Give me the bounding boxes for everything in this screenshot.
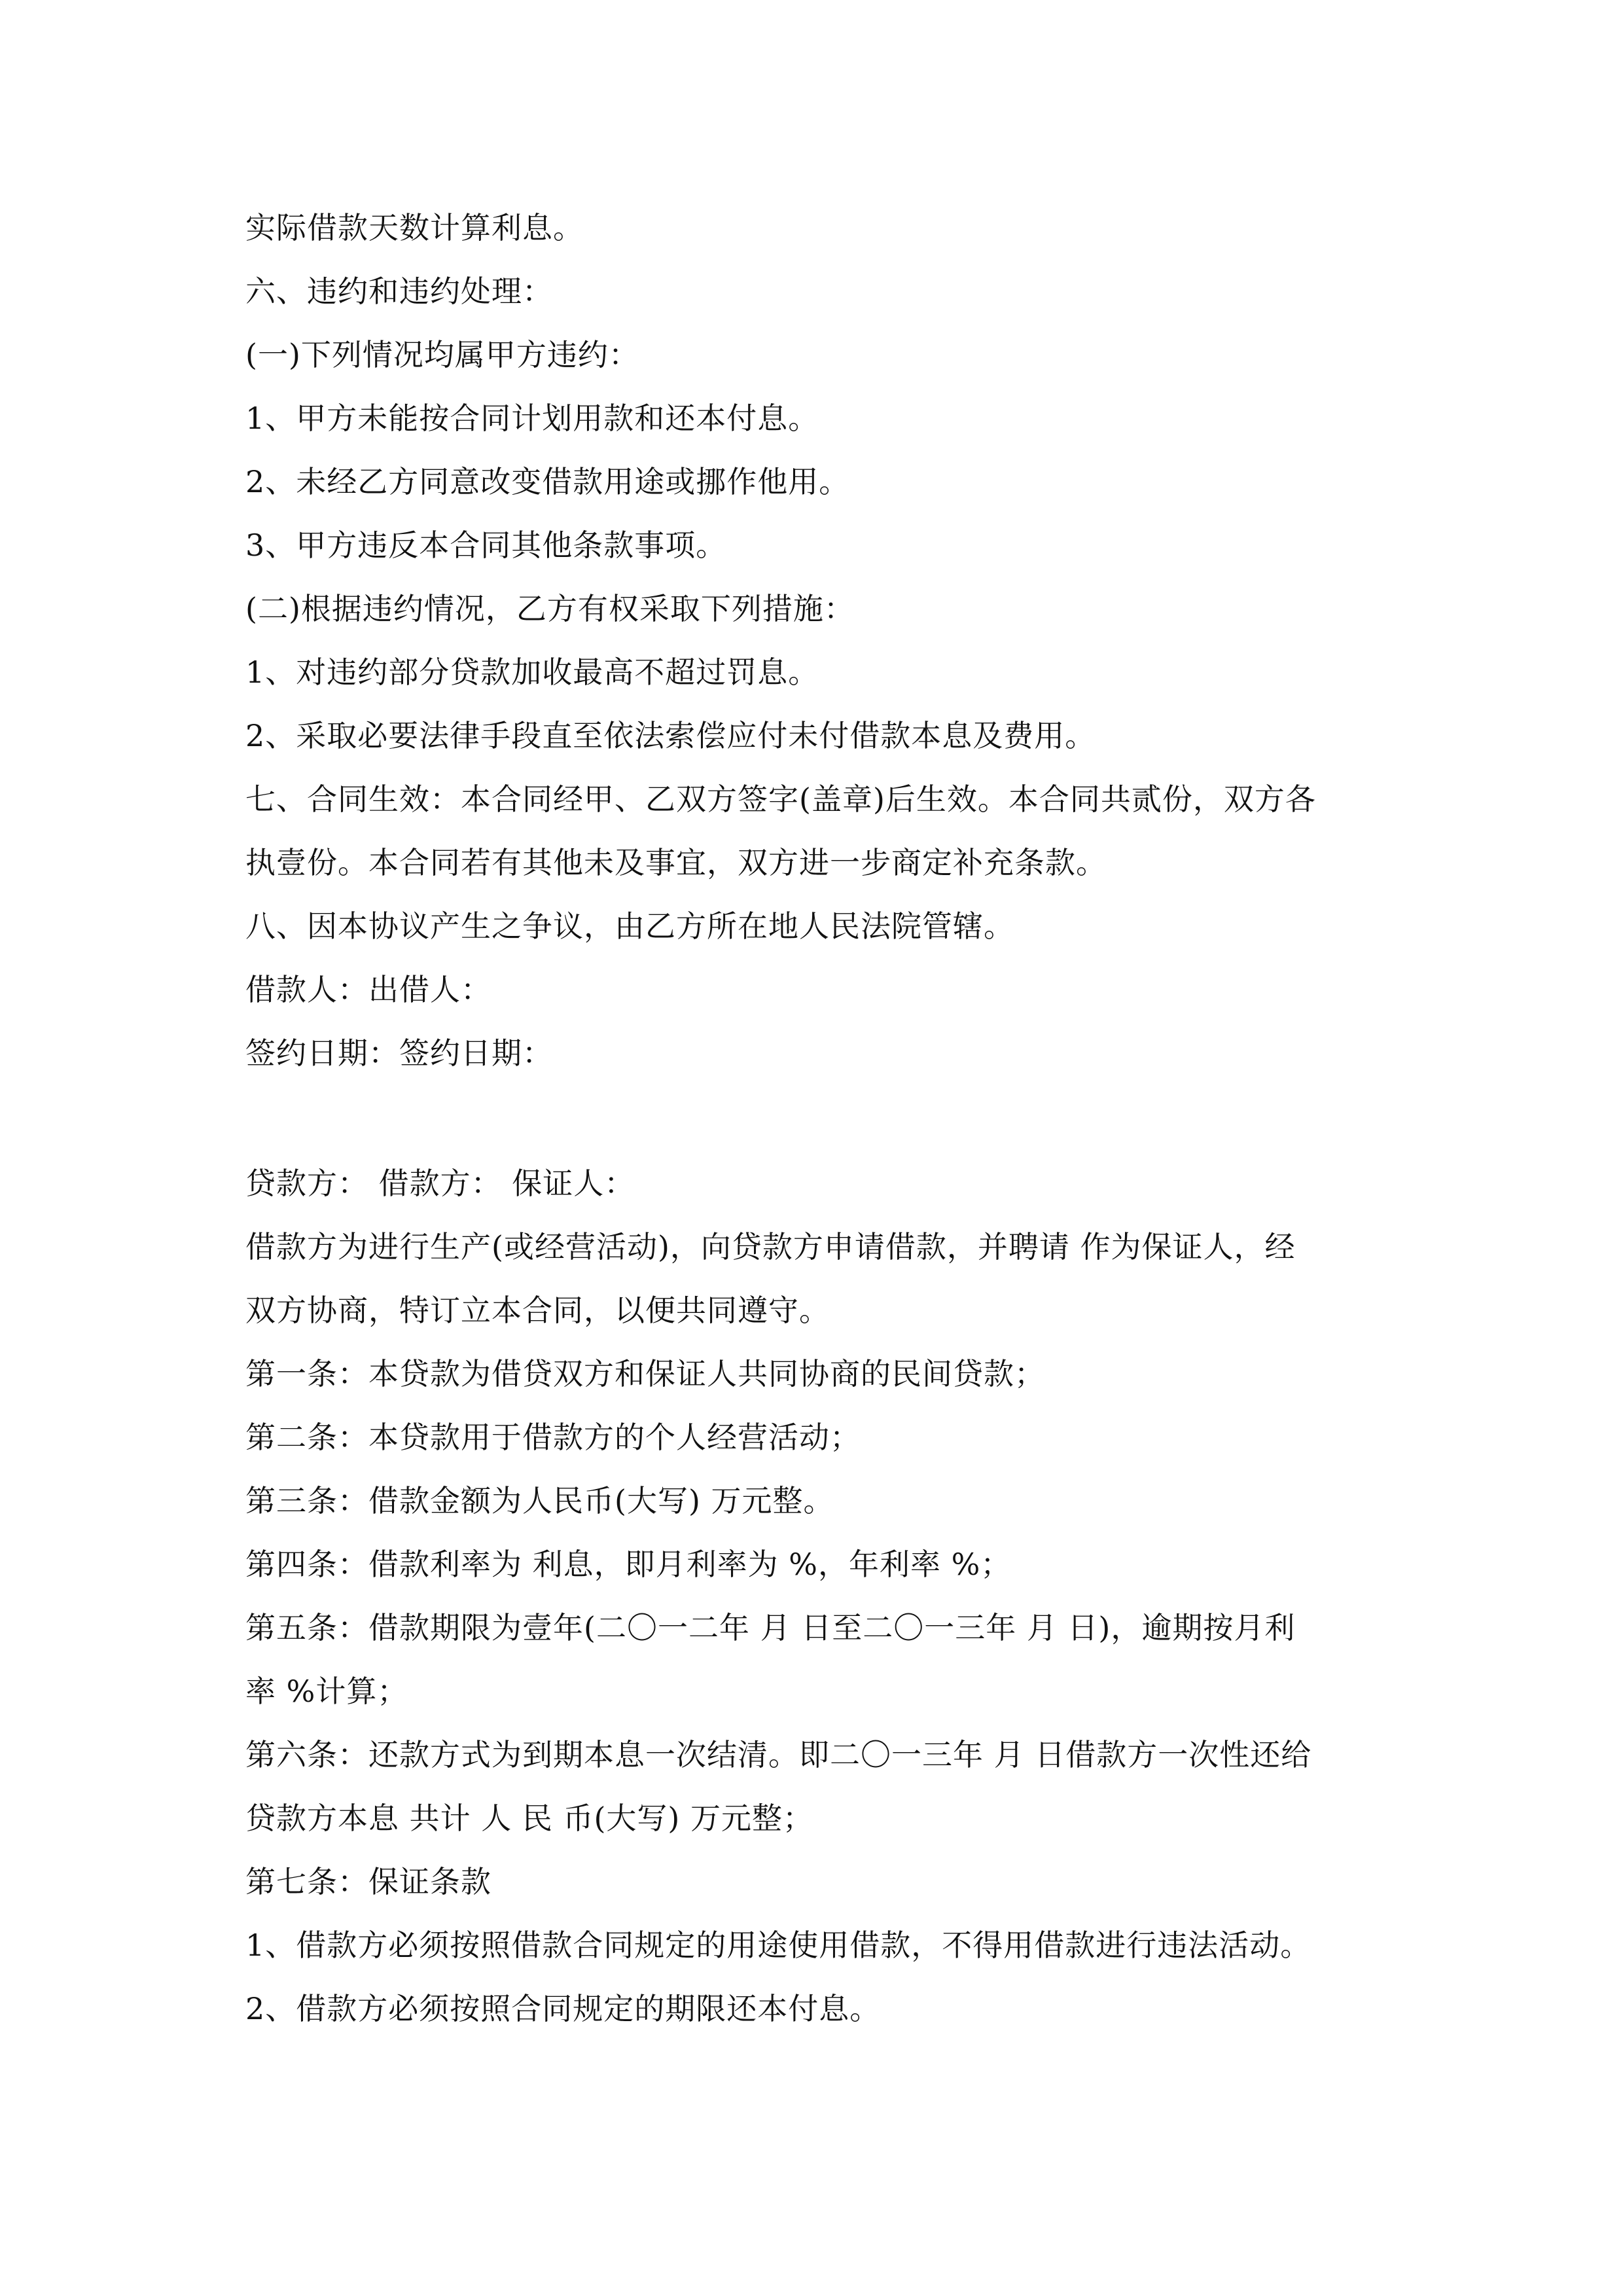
- text-line: 1、借款方必须按照借款合同规定的用途使用借款，不得用借款进行违法活动。: [245, 1928, 1311, 1963]
- section-heading: 七、合同生效：本合同经甲、乙双方签字(盖章)后生效。本合同共贰份，双方各: [245, 781, 1316, 817]
- text-line: 3、甲方违反本合同其他条款事项。: [245, 528, 727, 563]
- contract-section-b: [245, 1152, 1384, 2041]
- text-line: 1、对违约部分贷款加收最高不超过罚息。: [245, 655, 819, 690]
- text-line: 2、未经乙方同意改变借款用途或挪作他用。: [245, 464, 850, 499]
- text-line: 贷款方本息 共计 人 民 币(大写) 万元整；: [245, 1801, 814, 1836]
- article-line: 第二条：本贷款用于借款方的个人经营活动；: [245, 1420, 861, 1455]
- article-line: 第三条：借款金额为人民币(大写) 万元整。: [245, 1483, 834, 1518]
- text-line: 实际借款天数计算利息。: [245, 210, 584, 245]
- contract-section-a: [245, 196, 1384, 1085]
- date-line: 签约日期：签约日期：: [245, 1035, 553, 1071]
- section-heading: 六、违约和违约处理：: [245, 274, 553, 309]
- text-line: 1、甲方未能按合同计划用款和还本付息。: [245, 401, 819, 436]
- text-line: 率 %计算；: [245, 1674, 408, 1709]
- text-line: 执壹份。本合同若有其他未及事宜，双方进一步商定补充条款。: [245, 845, 1107, 880]
- text-line: (一)下列情况均属甲方违约：: [245, 337, 639, 372]
- text-line: 借款方为进行生产(或经营活动)，向贷款方申请借款，并聘请 作为保证人，经: [245, 1229, 1296, 1265]
- text-line: 2、采取必要法律手段直至依法索偿应付未付借款本息及费用。: [245, 718, 1096, 753]
- text-line: 双方协商，特订立本合同，以便共同遵守。: [245, 1293, 830, 1328]
- article-line: 第一条：本贷款为借贷双方和保证人共同协商的民间贷款；: [245, 1356, 1045, 1391]
- article-line: 第四条：借款利率为 利息，即月利率为 %，年利率 %；: [245, 1547, 1012, 1582]
- text-line: (二)根据违约情况，乙方有权采取下列措施：: [245, 591, 855, 626]
- article-line: 第五条：借款期限为壹年(二〇一二年 月 日至二〇一三年 月 日)，逾期按月利: [245, 1610, 1296, 1645]
- signature-line: 借款人：出借人：: [245, 972, 491, 1007]
- parties-line: 贷款方： 借款方： 保证人：: [245, 1166, 635, 1201]
- article-line: 第七条：保证条款: [245, 1864, 491, 1899]
- text-line: 2、借款方必须按照合同规定的期限还本付息。: [245, 1991, 881, 2026]
- section-heading: 八、因本协议产生之争议，由乙方所在地人民法院管辖。: [245, 908, 1014, 944]
- article-line: 第六条：还款方式为到期本息一次结清。即二〇一三年 月 日借款方一次性还给: [245, 1737, 1312, 1772]
